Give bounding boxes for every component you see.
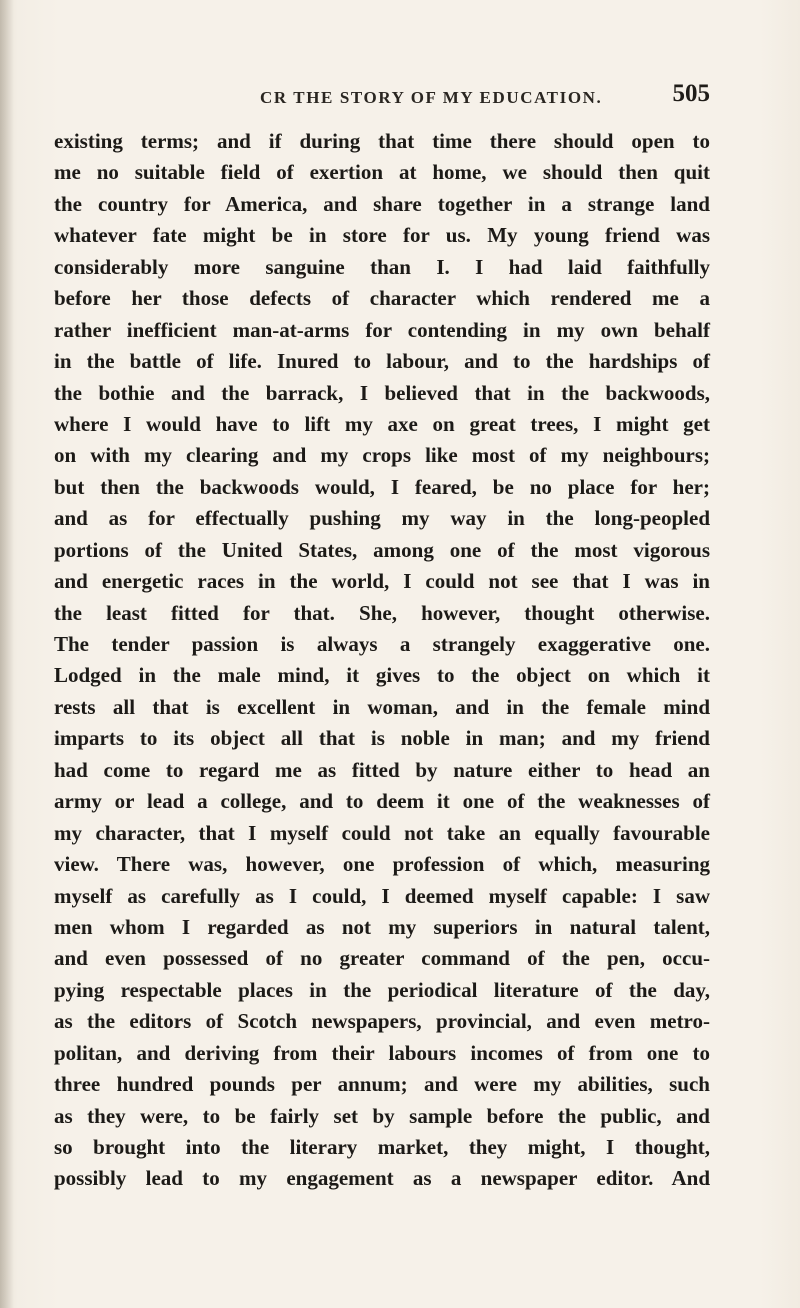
text-line: me no suitable field of exertion at home, we should then quit bbox=[54, 160, 710, 185]
text-line: view. There was, however, one profession of which, measuring bbox=[54, 852, 710, 877]
text-line: on with my clearing and my crops like most of my neighbours; bbox=[54, 443, 710, 468]
text-line: politan, and deriving from their labours incomes of from one to bbox=[54, 1040, 710, 1065]
running-title: CR THE STORY OF MY EDUCATION. bbox=[260, 88, 603, 107]
page-number: 505 bbox=[672, 80, 710, 107]
text-line: possibly lead to my engagement as a newspaper editor. And bbox=[54, 1166, 710, 1191]
text-line: but then the backwoods would, I feared, be no place for her; bbox=[54, 474, 710, 499]
text-line: and energetic races in the world, I could not see that I was in bbox=[54, 569, 710, 594]
text-line: so brought into the literary market, they might, I thought, bbox=[54, 1135, 710, 1159]
text-line: The tender passion is always a strangely exaggerative one. bbox=[54, 632, 710, 656]
binding-gutter-shadow bbox=[0, 0, 14, 1308]
text-line: imparts to its object all that is noble in man; and my friend bbox=[54, 726, 710, 751]
text-line: as the editors of Scotch newspapers, provincial, and even metro- bbox=[54, 1009, 710, 1034]
text-line: and even possessed of no greater command of the pen, occu- bbox=[54, 946, 710, 971]
text-line: portions of the United States, among one of the most vigorous bbox=[54, 537, 710, 562]
body-text bbox=[54, 126, 710, 1195]
text-line: where I would have to lift my axe on great trees, I might get bbox=[54, 411, 710, 436]
text-line: men whom I regarded as not my superiors in natural talent, bbox=[54, 914, 710, 939]
text-line: my character, that I myself could not take an equally favourable bbox=[54, 820, 710, 845]
text-line: rather inefficient man-at-arms for contending in my own behalf bbox=[54, 317, 710, 342]
text-line: Lodged in the male mind, it gives to the object on which it bbox=[54, 663, 710, 688]
running-head bbox=[100, 80, 710, 110]
text-line: existing terms; and if during that time there should open to bbox=[54, 129, 710, 153]
text-line: the bothie and the barrack, I believed that in the backwoods, bbox=[54, 380, 710, 405]
text-line: the least fitted for that. She, however, thought otherwise. bbox=[54, 600, 710, 625]
text-line: army or lead a college, and to deem it one of the weaknesses of bbox=[54, 789, 710, 814]
text-line: as they were, to be fairly set by sample before the public, and bbox=[54, 1103, 710, 1128]
text-line: had come to regard me as fitted by nature either to head an bbox=[54, 757, 710, 782]
text-line: three hundred pounds per annum; and were my abilities, such bbox=[54, 1072, 710, 1097]
text-line: the country for America, and share together in a strange land bbox=[54, 191, 710, 216]
text-line: considerably more sanguine than I. I had laid faithfully bbox=[54, 254, 710, 279]
text-line: rests all that is excellent in woman, and in the female mind bbox=[54, 694, 710, 719]
text-line: before her those defects of character which rendered me a bbox=[54, 286, 710, 311]
text-line: myself as carefully as I could, I deemed myself capable: I saw bbox=[54, 883, 710, 908]
text-line: in the battle of life. Inured to labour, and to the hardships of bbox=[54, 349, 710, 374]
text-line: pying respectable places in the periodical literature of the day, bbox=[54, 977, 710, 1002]
text-line: whatever fate might be in store for us. My young friend was bbox=[54, 223, 710, 248]
text-line: and as for effectually pushing my way in the long-peopled bbox=[54, 506, 710, 531]
